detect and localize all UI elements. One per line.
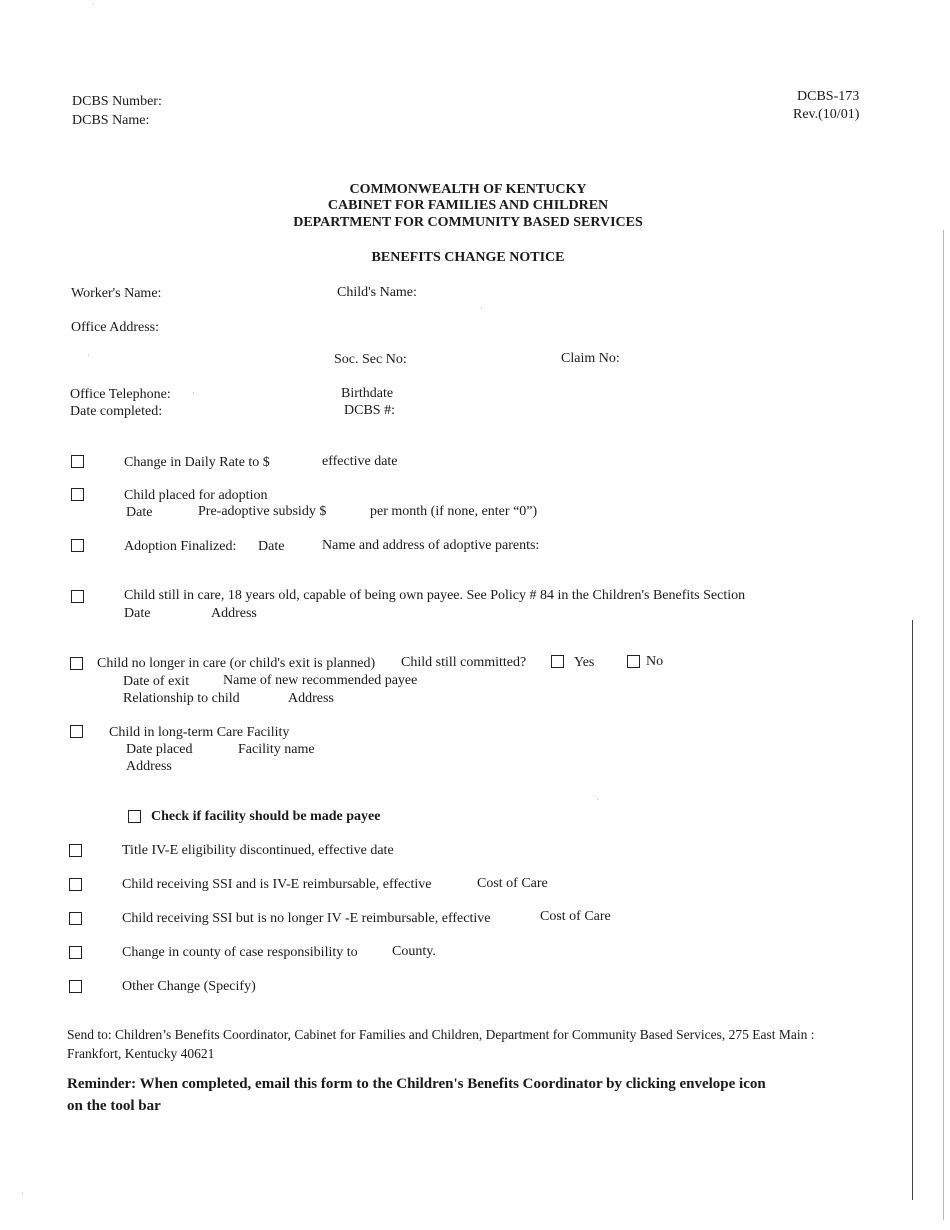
scan-speck <box>22 1193 23 1194</box>
adoption-placed-checkbox[interactable] <box>71 488 84 501</box>
reminder-line2: on the tool bar <box>67 1098 161 1114</box>
scan-speck <box>88 355 89 356</box>
daily-rate-label: Change in Daily Rate to $ <box>124 455 270 470</box>
payee-address-label: Address <box>288 691 334 706</box>
facility-address-label: Address <box>126 759 172 774</box>
workers-name-label: Worker's Name: <box>71 286 162 301</box>
title-commonwealth: COMMONWEALTH OF KENTUCKY <box>349 182 587 197</box>
soc-sec-no-label: Soc. Sec No: <box>334 352 407 367</box>
facility-payee-checkbox[interactable] <box>128 810 141 823</box>
relationship-label: Relationship to child <box>123 691 240 706</box>
adoption-finalized-date-label: Date <box>258 539 285 554</box>
county-change-label: Change in county of case responsibility to <box>122 945 358 960</box>
claim-no-label: Claim No: <box>561 351 620 366</box>
county-label: County. <box>392 944 436 959</box>
reminder-line1: Reminder: When completed, email this form to the Children's Benefits Coordinator by clicking envelope icon <box>67 1076 766 1092</box>
date-of-exit-label: Date of exit <box>123 674 190 689</box>
daily-rate-checkbox[interactable] <box>71 455 84 468</box>
scan-speck <box>481 307 482 308</box>
still-committed-question: Child still committed? <box>401 655 527 670</box>
ssi-not-reimbursable-cost-label: Cost of Care <box>540 909 611 924</box>
adoption-finalized-label: Adoption Finalized: <box>124 539 237 554</box>
adoption-placed-date-label: Date <box>126 505 153 520</box>
pre-adoptive-subsidy-label: Pre-adoptive subsidy $ <box>198 504 327 519</box>
still-in-care-checkbox[interactable] <box>71 590 84 603</box>
facility-payee-label: Check if facility should be made payee <box>151 809 381 824</box>
adoption-finalized-checkbox[interactable] <box>71 539 84 552</box>
adoption-placed-label: Child placed for adoption <box>124 488 268 503</box>
childs-name-label: Child's Name: <box>337 285 417 300</box>
scan-speck <box>93 3 94 4</box>
dcbs-number-label: DCBS Number: <box>72 94 162 109</box>
facility-name-label: Facility name <box>238 742 315 757</box>
ssi-not-reimbursable-label: Child receiving SSI but is no longer IV -E reimbursable, effective <box>122 911 491 926</box>
scan-margin-line <box>912 620 913 1200</box>
ssi-not-reimbursable-checkbox[interactable] <box>69 912 82 925</box>
scan-edge-line <box>943 230 944 1220</box>
ssi-reimbursable-label: Child receiving SSI and is IV-E reimbursable, effective <box>122 877 432 892</box>
office-telephone-label: Office Telephone: <box>70 387 171 402</box>
form-number: DCBS-173 <box>797 89 860 104</box>
ssi-reimbursable-cost-label: Cost of Care <box>477 876 548 891</box>
county-change-checkbox[interactable] <box>69 946 82 959</box>
committed-no-label: No <box>646 654 664 669</box>
other-change-label: Other Change (Specify) <box>122 979 256 994</box>
no-longer-in-care-checkbox[interactable] <box>70 657 83 670</box>
ssi-reimbursable-checkbox[interactable] <box>69 878 82 891</box>
send-to-line1: Send to: Children’s Benefits Coordinator, Cabinet for Families and Children, Department for Community Based Services, 275 East Main : <box>67 1027 815 1042</box>
per-month-label: per month (if none, enter “0”) <box>370 504 538 519</box>
long-term-care-label: Child in long-term Care Facility <box>109 725 290 740</box>
committed-yes-label: Yes <box>574 655 595 670</box>
birthdate-label: Birthdate <box>341 386 394 401</box>
adoptive-parents-label: Name and address of adoptive parents: <box>322 538 540 553</box>
date-placed-label: Date placed <box>126 742 193 757</box>
no-longer-in-care-label: Child no longer in care (or child's exit is planned) <box>97 656 376 671</box>
committed-no-checkbox[interactable] <box>627 655 640 668</box>
long-term-care-checkbox[interactable] <box>70 725 83 738</box>
still-in-care-label: Child still in care, 18 years old, capable of being own payee. See Policy # 84 in the Children's Benefits Section <box>124 588 746 603</box>
title-ive-label: Title IV-E eligibility discontinued, effective date <box>122 843 394 858</box>
form-revision: Rev.(10/01) <box>793 107 860 122</box>
still-in-care-date-label: Date <box>124 606 151 621</box>
other-change-checkbox[interactable] <box>69 980 82 993</box>
office-address-label: Office Address: <box>71 320 159 335</box>
send-to-line2: Frankfort, Kentucky 40621 <box>67 1046 215 1061</box>
title-cabinet: CABINET FOR FAMILIES AND CHILDREN <box>327 198 609 213</box>
new-payee-label: Name of new recommended payee <box>223 673 418 688</box>
dcbs-name-label: DCBS Name: <box>72 113 150 128</box>
dcbs-hash-label: DCBS #: <box>344 403 395 418</box>
scan-speck <box>597 799 598 800</box>
form-title: BENEFITS CHANGE NOTICE <box>371 250 565 265</box>
still-in-care-address-label: Address <box>211 606 257 621</box>
title-department: DEPARTMENT FOR COMMUNITY BASED SERVICES <box>293 215 643 230</box>
date-completed-label: Date completed: <box>70 404 163 419</box>
scan-speck <box>193 392 194 393</box>
title-ive-checkbox[interactable] <box>69 844 82 857</box>
committed-yes-checkbox[interactable] <box>551 655 564 668</box>
daily-rate-effective-label: effective date <box>322 454 398 469</box>
